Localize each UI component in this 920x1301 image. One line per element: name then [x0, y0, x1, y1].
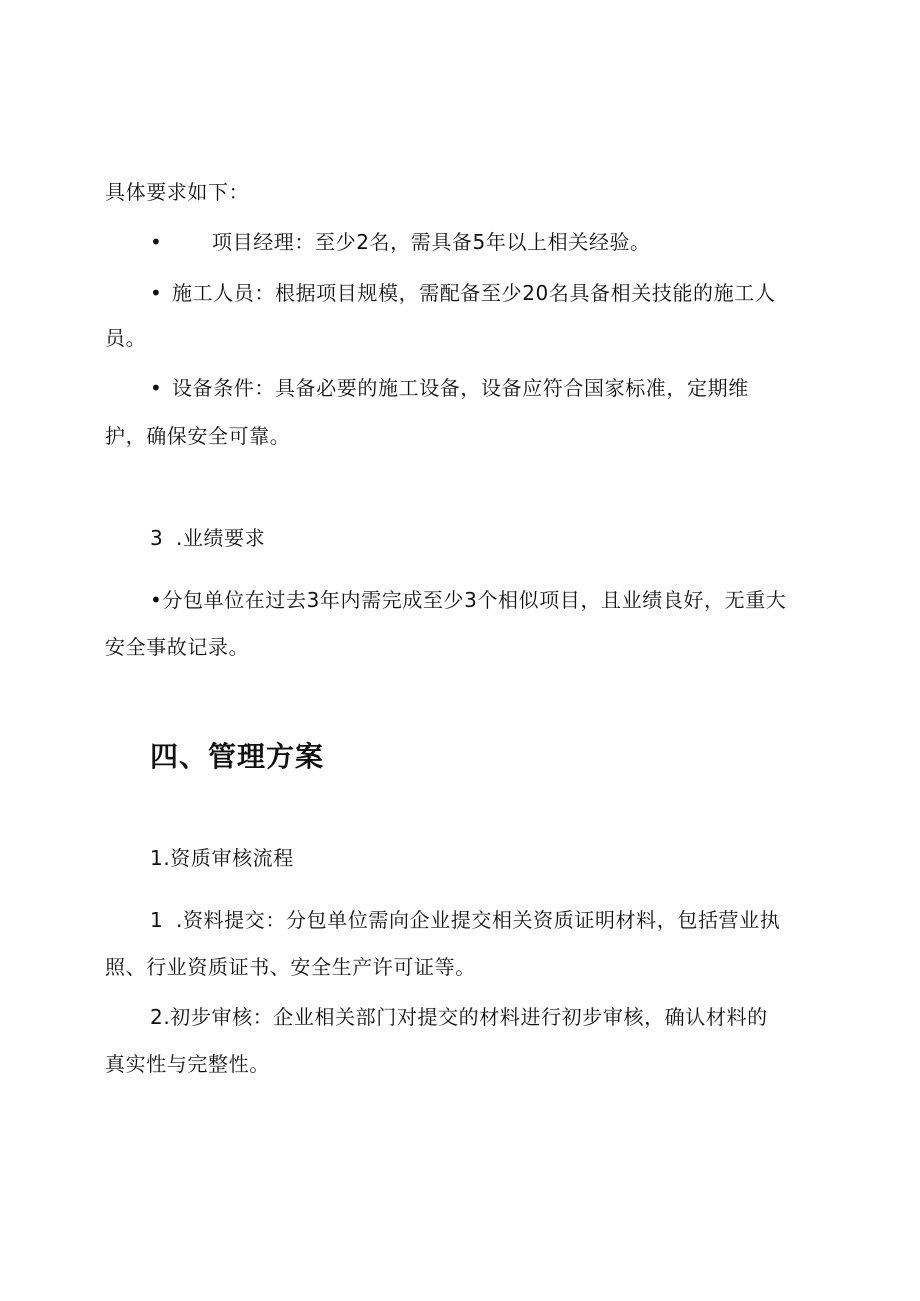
- performance-line2: 安全事故记录。: [105, 635, 250, 659]
- bullet-workers-line2: 员。: [105, 326, 147, 350]
- step1-line1: .资料提交：分包单位需向企业提交相关资质证明材料，包括营业执: [176, 908, 781, 932]
- bullet-manager-text: 项目经理：至少2名，需具备5年以上相关经验。: [212, 230, 651, 254]
- intro-text: 具体要求如下：: [105, 180, 250, 204]
- bullet-equipment-line1: 设备条件：具备必要的施工设备，设备应符合国家标准，定期维: [172, 376, 749, 400]
- step1-number: 1: [150, 908, 164, 932]
- step1-line2: 照、行业资质证书、安全生产许可证等。: [105, 955, 476, 979]
- bullet-marker: •: [150, 281, 163, 305]
- review-title: 1.资质审核流程: [150, 846, 294, 870]
- bullet-marker: •: [150, 376, 163, 400]
- performance-line1: •分包单位在过去3年内需完成至少3个相似项目，且业绩良好，无重大: [150, 588, 787, 612]
- section-heading: 四、管理方案: [150, 740, 325, 773]
- bullet-marker: •: [150, 230, 163, 254]
- performance-number: 3: [150, 526, 164, 550]
- step2-line2: 真实性与完整性。: [105, 1052, 270, 1076]
- performance-title: .业绩要求: [176, 526, 266, 550]
- bullet-workers-line1: 施工人员：根据项目规模，需配备至少20名具备相关技能的施工人: [172, 281, 776, 305]
- step2-line1: 2.初步审核：企业相关部门对提交的材料进行初步审核，确认材料的: [150, 1005, 768, 1029]
- bullet-equipment-line2: 护，确保安全可靠。: [105, 424, 291, 448]
